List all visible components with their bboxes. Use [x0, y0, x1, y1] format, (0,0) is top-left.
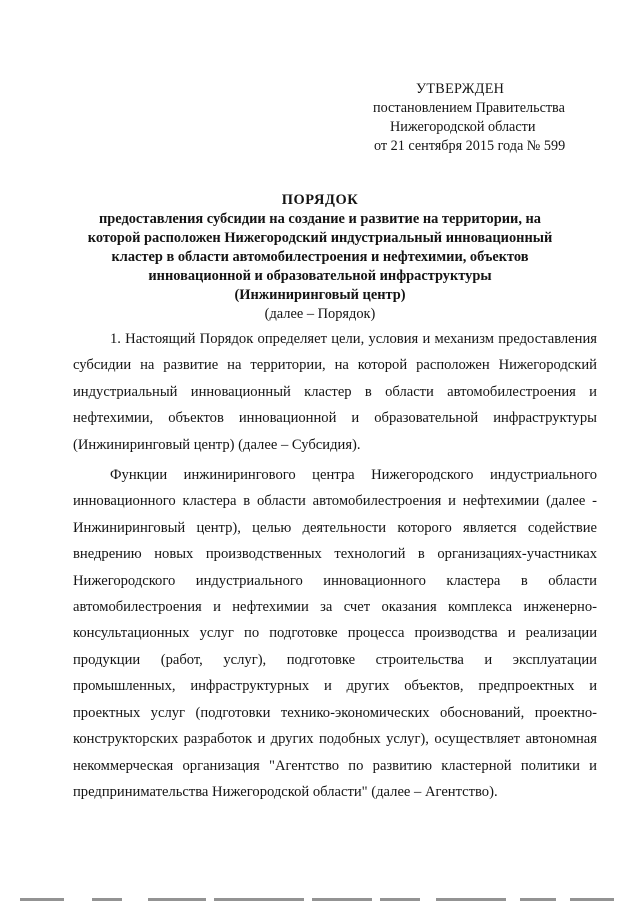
- approval-block: [330, 80, 630, 156]
- approval-decree-line: постановлением Правительства: [373, 100, 565, 116]
- subtitle-line: предоставления субсидии на создание и развитие на территории, на: [98, 211, 542, 227]
- subtitle-line: инновационной и образовательной инфраструктуры: [148, 268, 492, 284]
- approval-date-line: от 21 сентября 2015 года № 599: [374, 138, 566, 154]
- document-header: [60, 191, 580, 324]
- scan-artifact-strip: [0, 896, 640, 905]
- approval-region-line: Нижегородской области: [390, 119, 536, 135]
- paragraph-2: Функции инжинирингового центра Нижегородского индустриального инновационного кластера в области автомобилестроения и нефтехимии (далее - Инжиниринговый центр), целью деятельности которого является содействие внедрению новых производственных технологий в организациях-участниках Нижегородского индустриального инновационного кластера в области автомобилестроения и нефтехимии за счет оказания комплекса инженерно-консультационных услуг по подготовке процесса производства и реализации продукции (работ, услуг), подготовке строительства и эксплуатации промышленных, инфраструктурных и других объектов, предпроектных и проектных услуг (подготовки технико-экономических обоснований, проектно-конструкторских разработок и других подобных услуг), осуществляет автономная некоммерческая организация "Агентство по развитию кластерной политики и предпринимательства Нижегородской области" (далее – Агентство).: [73, 467, 597, 800]
- document-body: [73, 326, 597, 805]
- subtitle-line: которой расположен Нижегородский индустриальный инновационный: [87, 230, 553, 246]
- approval-title: УТВЕРЖДЕН: [416, 81, 505, 97]
- subtitle-line: кластер в области автомобилестроения и нефтехимии, объектов: [111, 249, 529, 265]
- hence-note: (далее – Порядок): [264, 306, 376, 322]
- subtitle-line: (Инжиниринговый центр): [234, 287, 406, 303]
- document-title: ПОРЯДОК: [281, 192, 359, 208]
- paragraph-1: 1. Настоящий Порядок определяет цели, условия и механизм предоставления субсидии на развитие на территории, на которой расположен Нижегородский индустриальный инновационный кластер в области автомобилестроения и нефтехимии, объектов инновационной и образовательной инфраструктуры (Инжиниринговый центр) (далее – Субсидия).: [73, 331, 597, 453]
